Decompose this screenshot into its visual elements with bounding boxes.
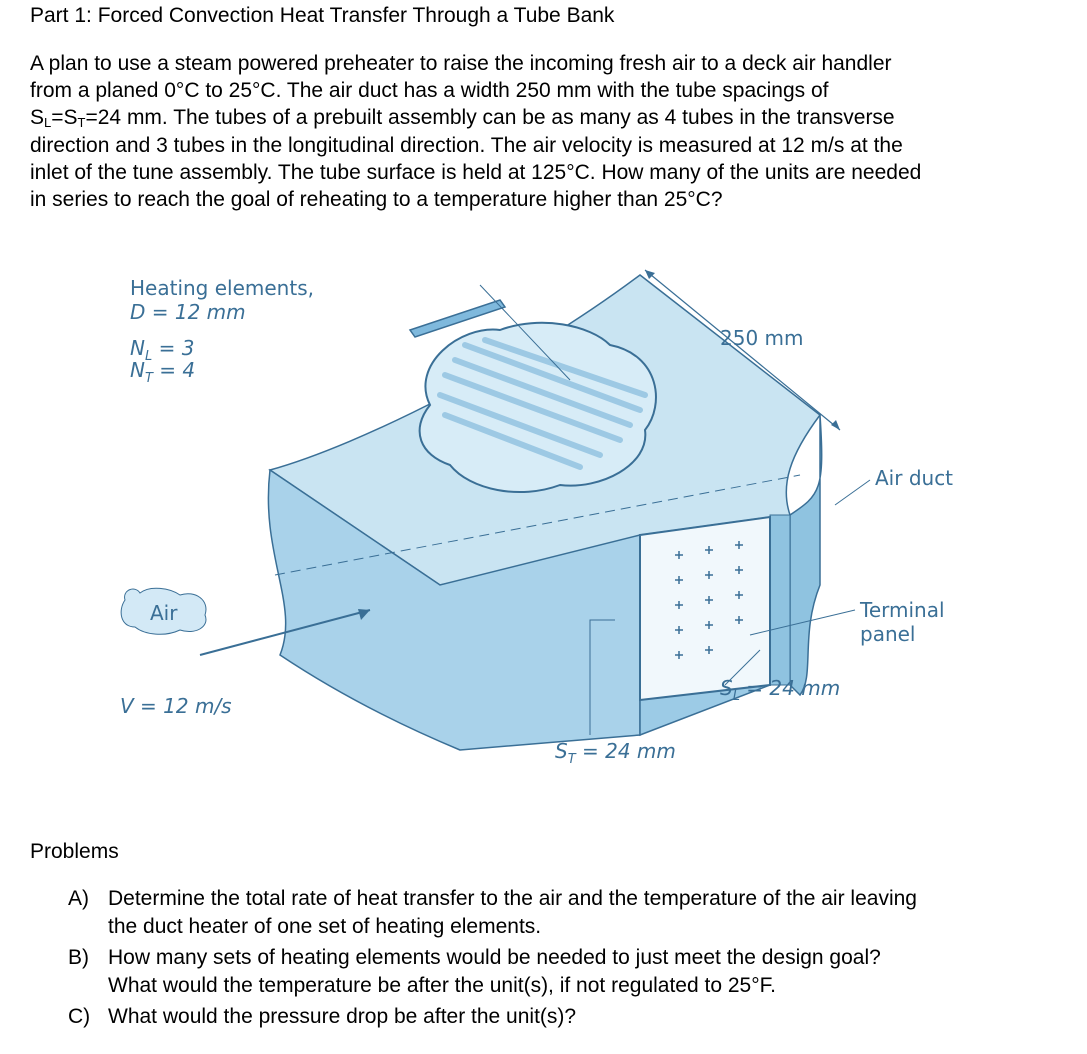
problem-list xyxy=(68,885,1078,1035)
sl-label: $S_L = 24$ mm xyxy=(720,676,841,704)
statement-line: from a planed 0°C to 25°C. The air duct has a width 250 mm with the tube spacings of xyxy=(30,79,829,103)
problem-item-c xyxy=(68,1003,1078,1031)
problem-text: Determine the total rate of heat transfer to the air and the temperature of the air leaving xyxy=(108,887,917,910)
problem-text: What would the pressure drop be after the unit(s)? xyxy=(108,1005,577,1029)
problem-text: the duct heater of one set of heating elements. xyxy=(108,914,542,938)
problem-text: How many sets of heating elements would be needed to just meet the design goal? xyxy=(108,946,881,970)
velocity-label: V = 12 m/s xyxy=(120,694,232,718)
problem-item-b xyxy=(68,944,1078,999)
problem-marker: C) xyxy=(68,1005,91,1029)
terminal-label: Terminal xyxy=(860,598,945,622)
air-duct-leader xyxy=(835,480,870,505)
problems-heading: Problems xyxy=(30,840,119,863)
duct-front-right xyxy=(770,515,790,685)
tube-bank-figure xyxy=(100,255,1000,775)
nt-label: $N_T = 4$ xyxy=(130,358,196,386)
problem-item-a xyxy=(68,885,1078,940)
problem-text: What would the temperature be after the unit(s), if not regulated to 25°F. xyxy=(108,973,776,997)
statement-line: $S_L=S_T=24$ mm. The tubes of a prebuilt assembly can be as many as 4 tubes in the transverse xyxy=(30,106,895,131)
problem-marker: A) xyxy=(68,887,89,910)
air-label: Air xyxy=(150,601,178,625)
statement-line: inlet of the tune assembly. The tube surface is held at 125°C. How many of the units are needed xyxy=(30,160,922,184)
problem-statement xyxy=(30,50,1082,213)
heating-elements-label: Heating elements, xyxy=(130,276,314,300)
statement-line: direction and 3 tubes in the longitudinal direction. The air velocity is measured at 12 m/s at the xyxy=(30,133,903,157)
st-label: $S_T = 24$ mm xyxy=(555,739,676,767)
statement-line: in series to reach the goal of reheating to a temperature higher than 25°C? xyxy=(30,188,723,212)
nl-label: $N_L = 3$ xyxy=(130,336,195,364)
width-label: 250 mm xyxy=(720,326,804,350)
terminal-panel xyxy=(640,517,770,700)
duct-diagram xyxy=(100,255,1000,775)
statement-line: A plan to use a steam powered preheater to raise the incoming fresh air to a deck air handler xyxy=(30,52,892,75)
air-duct-label: Air duct xyxy=(875,466,954,490)
page-title: Part 1: Forced Convection Heat Transfer Through a Tube Bank xyxy=(30,4,615,27)
diameter-label: D = 12 mm xyxy=(130,300,246,324)
panel-label: panel xyxy=(860,622,916,646)
problem-marker: B) xyxy=(68,946,89,970)
